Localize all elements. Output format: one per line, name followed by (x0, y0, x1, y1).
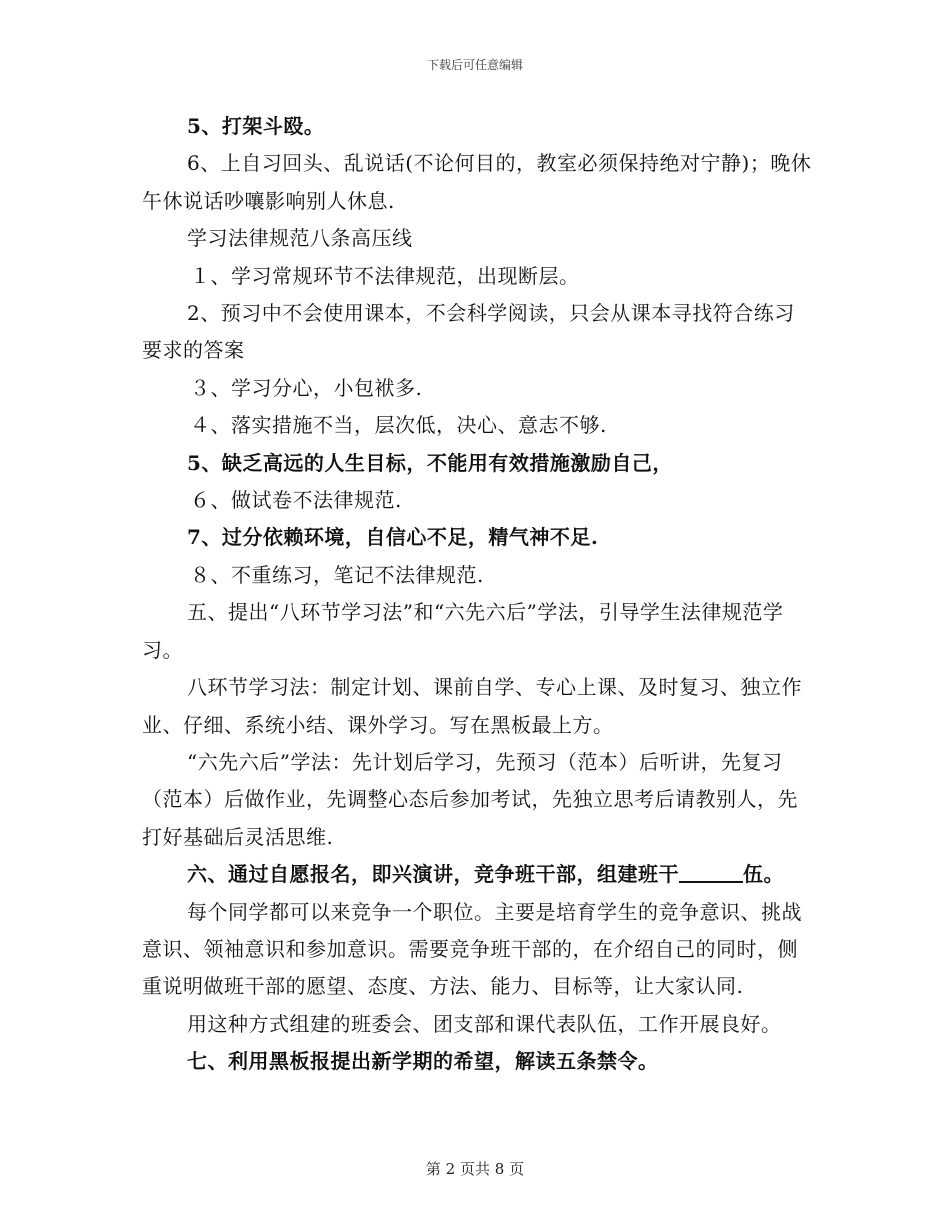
rule-5: 5、缺乏高远的人生目标，不能用有效措施激励自己， (187, 450, 673, 475)
rule-7: 7、过分依赖环境，自信心不足，精气神不足. (187, 525, 599, 550)
item-5-fighting: 5、打架斗殴。 (187, 114, 325, 138)
eight-step-method: 八环节学习法：制定计划、课前自学、专心上课、及时复习、独立作业、仔细、系统小结、课外学习。写在黑板最上方。 (142, 675, 802, 737)
section-five: 五、提出“八环节学习法”和“六先六后”学法，引导学生法律规范学习。 (142, 600, 784, 662)
six-first-six-after-method: “六先六后”学法：先计划后学习，先预习（范本）后听讲，先复习（范本）后做作业，先调整心态后参加考试，先独立思考后请教别人，先打好基础后灵活思维. (142, 749, 798, 849)
section-seven-heading: 七、利用黑板报提出新学期的希望，解读五条禁令。 (187, 1049, 659, 1074)
rule-8: ８、不重练习，笔记不法律规范. (190, 562, 484, 587)
document-body (142, 108, 814, 1081)
item-6-talking: 6、上自习回头、乱说话(不论何目的，教室必须保持绝对宁静)；晚休午休说话吵嚷影响别人休息. (142, 151, 812, 213)
fill-in-blank (679, 863, 743, 883)
page-footer: 第 2 页共 8 页 (425, 1160, 525, 1178)
page-header: 下载后可任意编辑 (426, 58, 523, 72)
rule-2: 2、预习中不会使用课本，不会科学阅读，只会从课本寻找符合练习要求的答案 (142, 301, 795, 363)
rule-6: ６、做试卷不法律规范. (190, 488, 402, 513)
competition-paragraph: 每个同学都可以来竞争一个职位。主要是培育学生的竞争意识、挑战意识、领袖意识和参加意识。需要竞争班干部的，在介绍自己的同时，侧重说明做班干部的愿望、态度、方法、能力、目标等，让大家认同. (142, 899, 802, 999)
rule-3: ３、学习分心，小包袱多. (190, 375, 423, 400)
section-six-text: 六、通过自愿报名，即兴演讲，竞争班干部，组建班干 (187, 862, 679, 887)
committee-result: 用这种方式组建的班委会、团支部和课代表队伍，工作开展良好。 (187, 1011, 782, 1036)
section-six-tail: 伍。 (743, 862, 784, 887)
section-heading-eight-lines: 学习法律规范八条高压线 (187, 226, 413, 251)
rule-1: １、学习常规环节不法律规范，出现断层。 (190, 263, 580, 288)
rule-4: ４、落实措施不当，层次低，决心、意志不够. (190, 413, 607, 438)
section-six-heading (142, 856, 814, 893)
